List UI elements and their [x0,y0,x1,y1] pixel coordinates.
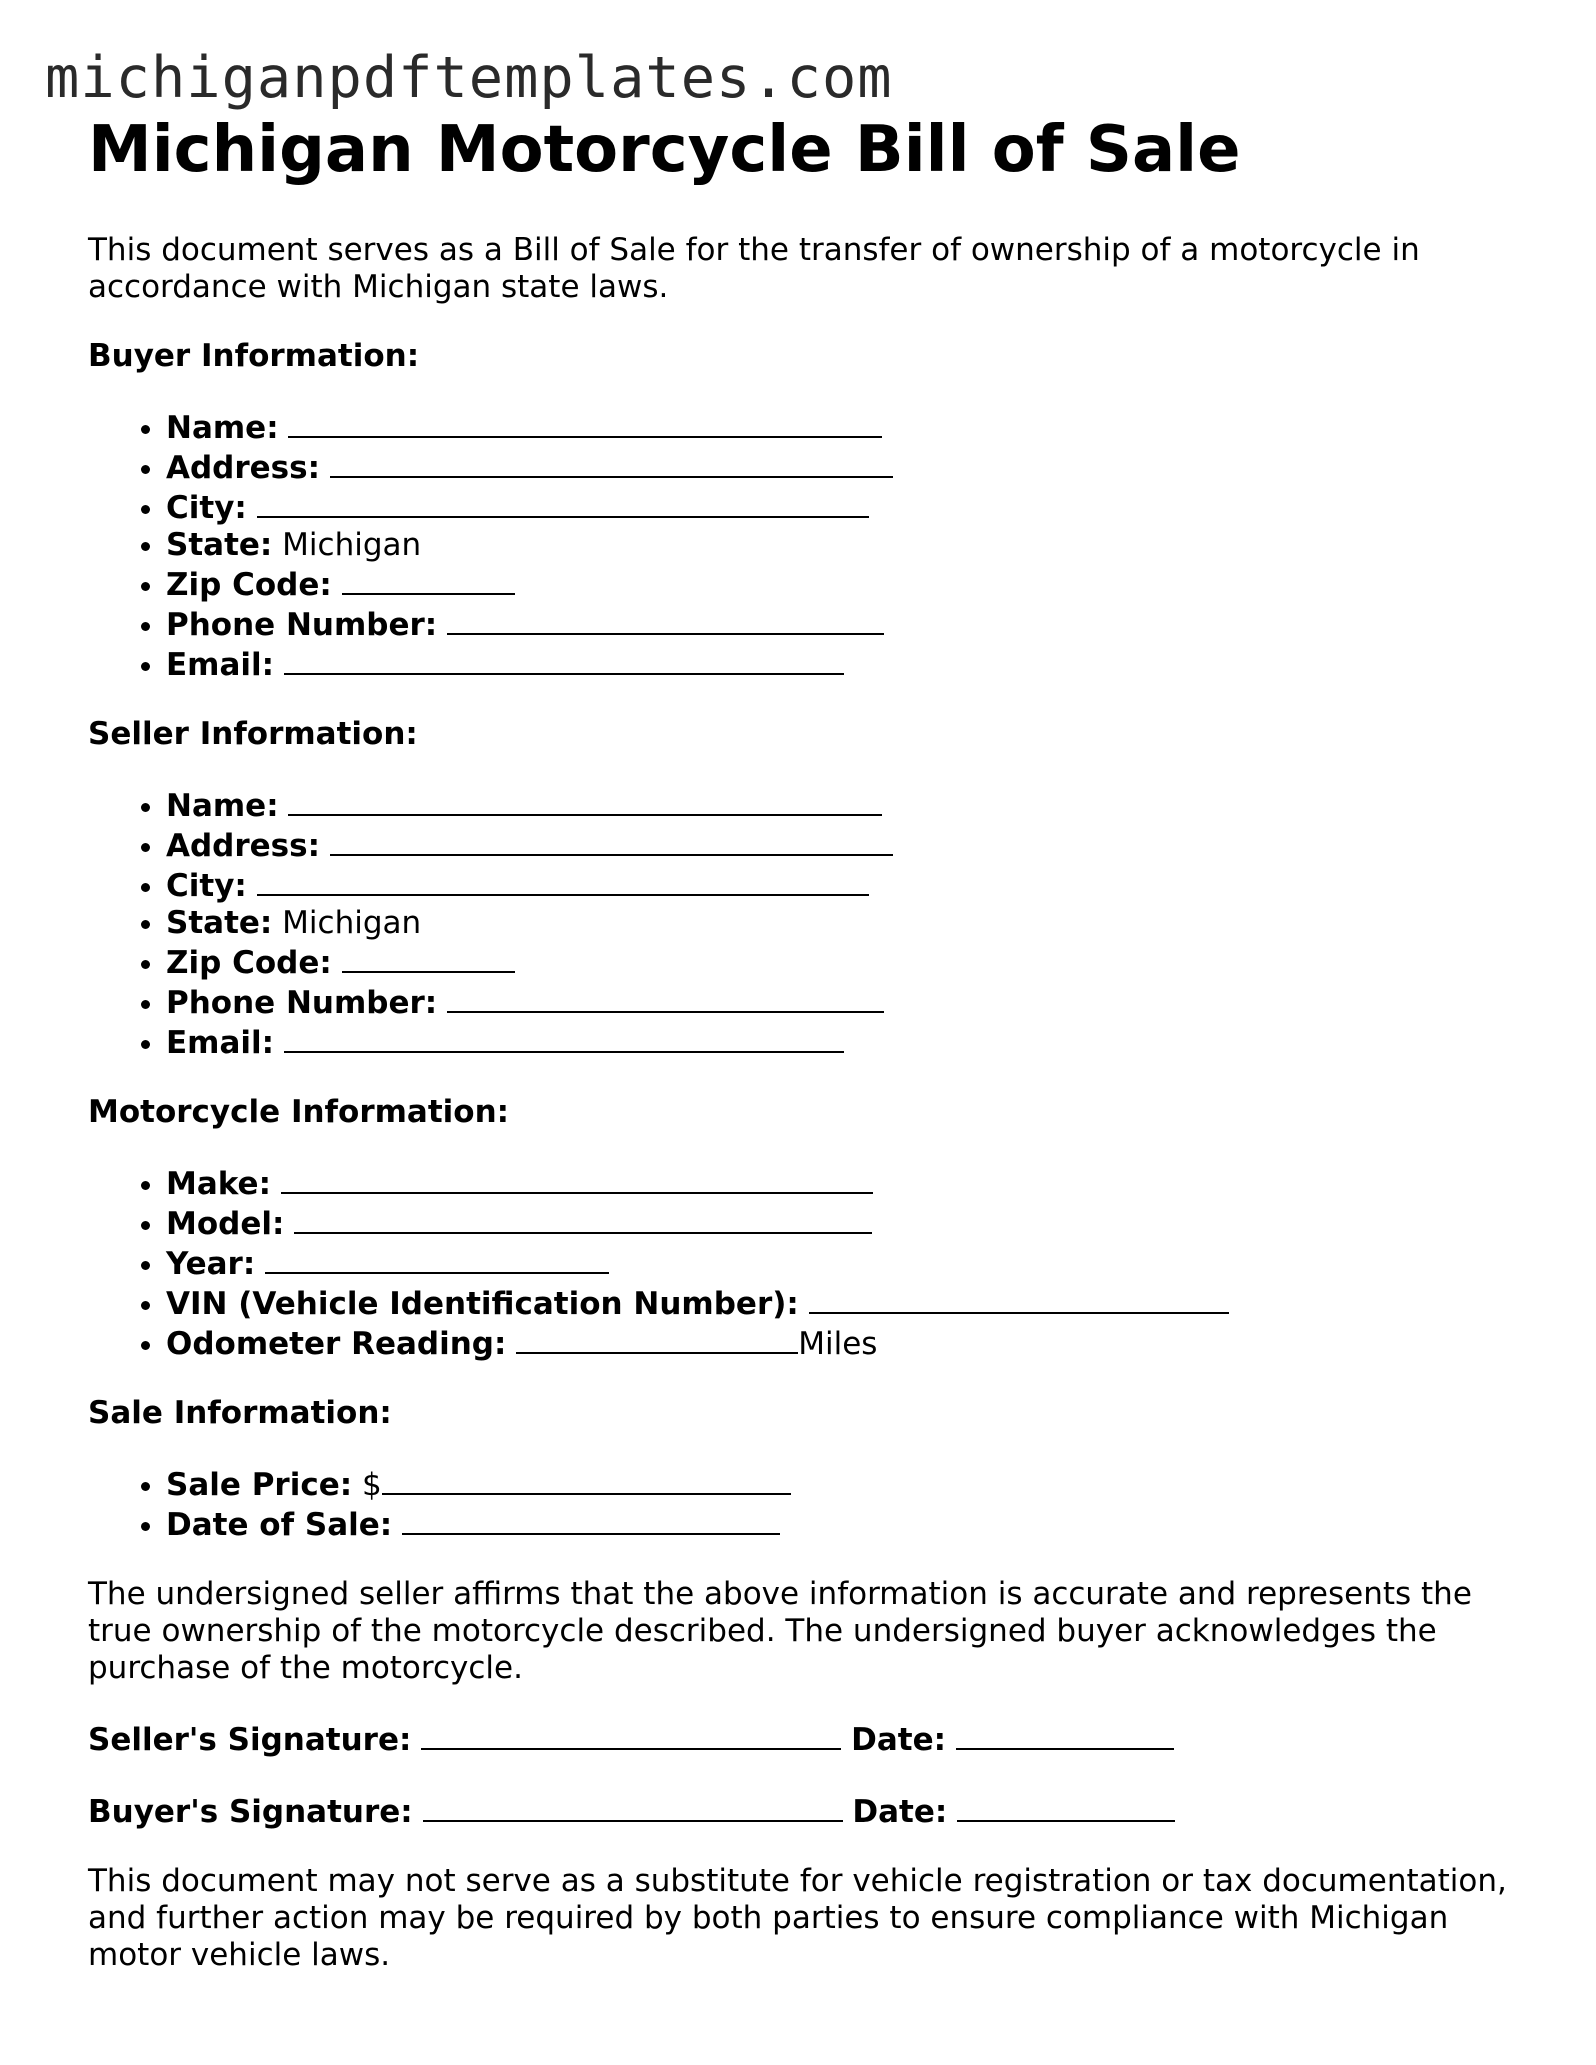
buyer-state-item [166,527,1528,564]
buyer-city-item [166,487,1528,527]
field-label: Sale Price: [166,1467,353,1503]
seller-state-value: Michigan [282,905,422,941]
buyer-name-item [166,407,1528,447]
buyer-email-blank[interactable] [284,644,844,675]
seller-zip-item [166,942,1528,982]
field-label: Odometer Reading: [166,1326,507,1362]
seller-signature-line [88,1719,1528,1759]
odometer-unit: Miles [798,1326,878,1362]
odometer-item [166,1323,1528,1363]
model-item [166,1203,1528,1243]
buyer-date-label: Date: [852,1794,948,1830]
buyer-signature-label: Buyer's Signature: [88,1794,413,1830]
buyer-state-value: Michigan [282,527,422,563]
seller-field-list [88,785,1528,1062]
field-label: VIN (Vehicle Identification Number): [166,1286,799,1322]
field-label: City: [166,490,247,526]
motorcycle-section-heading: Motorcycle Information: [88,1094,510,1130]
buyer-zip-item [166,564,1528,604]
seller-address-blank[interactable] [330,825,893,856]
sale-price-item [166,1464,1528,1504]
field-label: Zip Code: [166,945,332,981]
sale-section-heading: Sale Information: [88,1395,392,1431]
sale-field-list [88,1464,1528,1544]
seller-signature-blank[interactable] [421,1719,841,1750]
seller-city-item [166,865,1528,905]
seller-phone-blank[interactable] [447,982,884,1013]
field-label: State: [166,905,273,941]
field-label: Address: [166,450,320,486]
seller-city-blank[interactable] [257,865,869,896]
buyer-email-item [166,644,1528,684]
seller-address-item [166,825,1528,865]
intro-paragraph: This document serves as a Bill of Sale for the transfer of ownership of a motorcycle in accordance with Michigan state laws. [88,232,1420,305]
seller-email-item [166,1022,1528,1062]
field-label: Name: [166,410,279,446]
buyer-signature-line [88,1791,1528,1831]
field-label: Email: [166,1025,275,1061]
field-label: Year: [166,1246,256,1282]
buyer-signature-blank[interactable] [423,1791,843,1822]
field-label: Address: [166,828,320,864]
sale-date-blank[interactable] [402,1504,780,1535]
seller-name-item [166,785,1528,825]
seller-date-label: Date: [851,1722,947,1758]
site-watermark: michiganpdftemplates.com [45,45,893,111]
seller-email-blank[interactable] [284,1022,844,1053]
field-label: Phone Number: [166,985,438,1021]
make-blank[interactable] [281,1163,873,1194]
buyer-field-list [88,407,1528,684]
field-label: Email: [166,647,275,683]
field-label: City: [166,868,247,904]
seller-zip-blank[interactable] [342,942,515,973]
odometer-blank[interactable] [516,1323,798,1354]
page-title: Michigan Motorcycle Bill of Sale [88,113,1241,187]
field-label: Make: [166,1166,271,1202]
field-label: Zip Code: [166,567,332,603]
model-blank[interactable] [294,1203,872,1234]
vin-blank[interactable] [809,1283,1229,1314]
seller-section-heading: Seller Information: [88,716,418,752]
disclaimer-paragraph: This document may not serve as a substitute for vehicle registration or tax documentation, and further action may be required by both parties to ensure compliance with Michigan motor vehicle laws. [88,1863,1507,1973]
make-item [166,1163,1528,1203]
field-label: Name: [166,788,279,824]
vin-item [166,1283,1528,1323]
buyer-city-blank[interactable] [257,487,869,518]
sale-date-item [166,1504,1528,1544]
price-prefix: $ [361,1467,382,1503]
buyer-phone-blank[interactable] [447,604,884,635]
seller-state-item [166,905,1528,942]
motorcycle-field-list [88,1163,1528,1363]
year-item [166,1243,1528,1283]
buyer-address-blank[interactable] [330,447,893,478]
document-page [88,112,1528,1974]
sale-price-blank[interactable] [382,1464,791,1495]
buyer-zip-blank[interactable] [342,564,515,595]
buyer-section-heading: Buyer Information: [88,338,420,374]
seller-phone-item [166,982,1528,1022]
affirmation-paragraph: The undersigned seller affirms that the above information is accurate and represents the true ownership of the motorcycle described. The undersigned buyer acknowledges the purchase of the motorcycle. [88,1576,1472,1686]
field-label: Model: [166,1206,285,1242]
buyer-date-blank[interactable] [957,1791,1175,1822]
buyer-phone-item [166,604,1528,644]
field-label: Date of Sale: [166,1507,393,1543]
seller-date-blank[interactable] [956,1719,1174,1750]
field-label: Phone Number: [166,607,438,643]
field-label: State: [166,527,273,563]
buyer-name-blank[interactable] [288,407,882,438]
year-blank[interactable] [265,1243,609,1274]
seller-name-blank[interactable] [288,785,882,816]
buyer-address-item [166,447,1528,487]
seller-signature-label: Seller's Signature: [88,1722,412,1758]
